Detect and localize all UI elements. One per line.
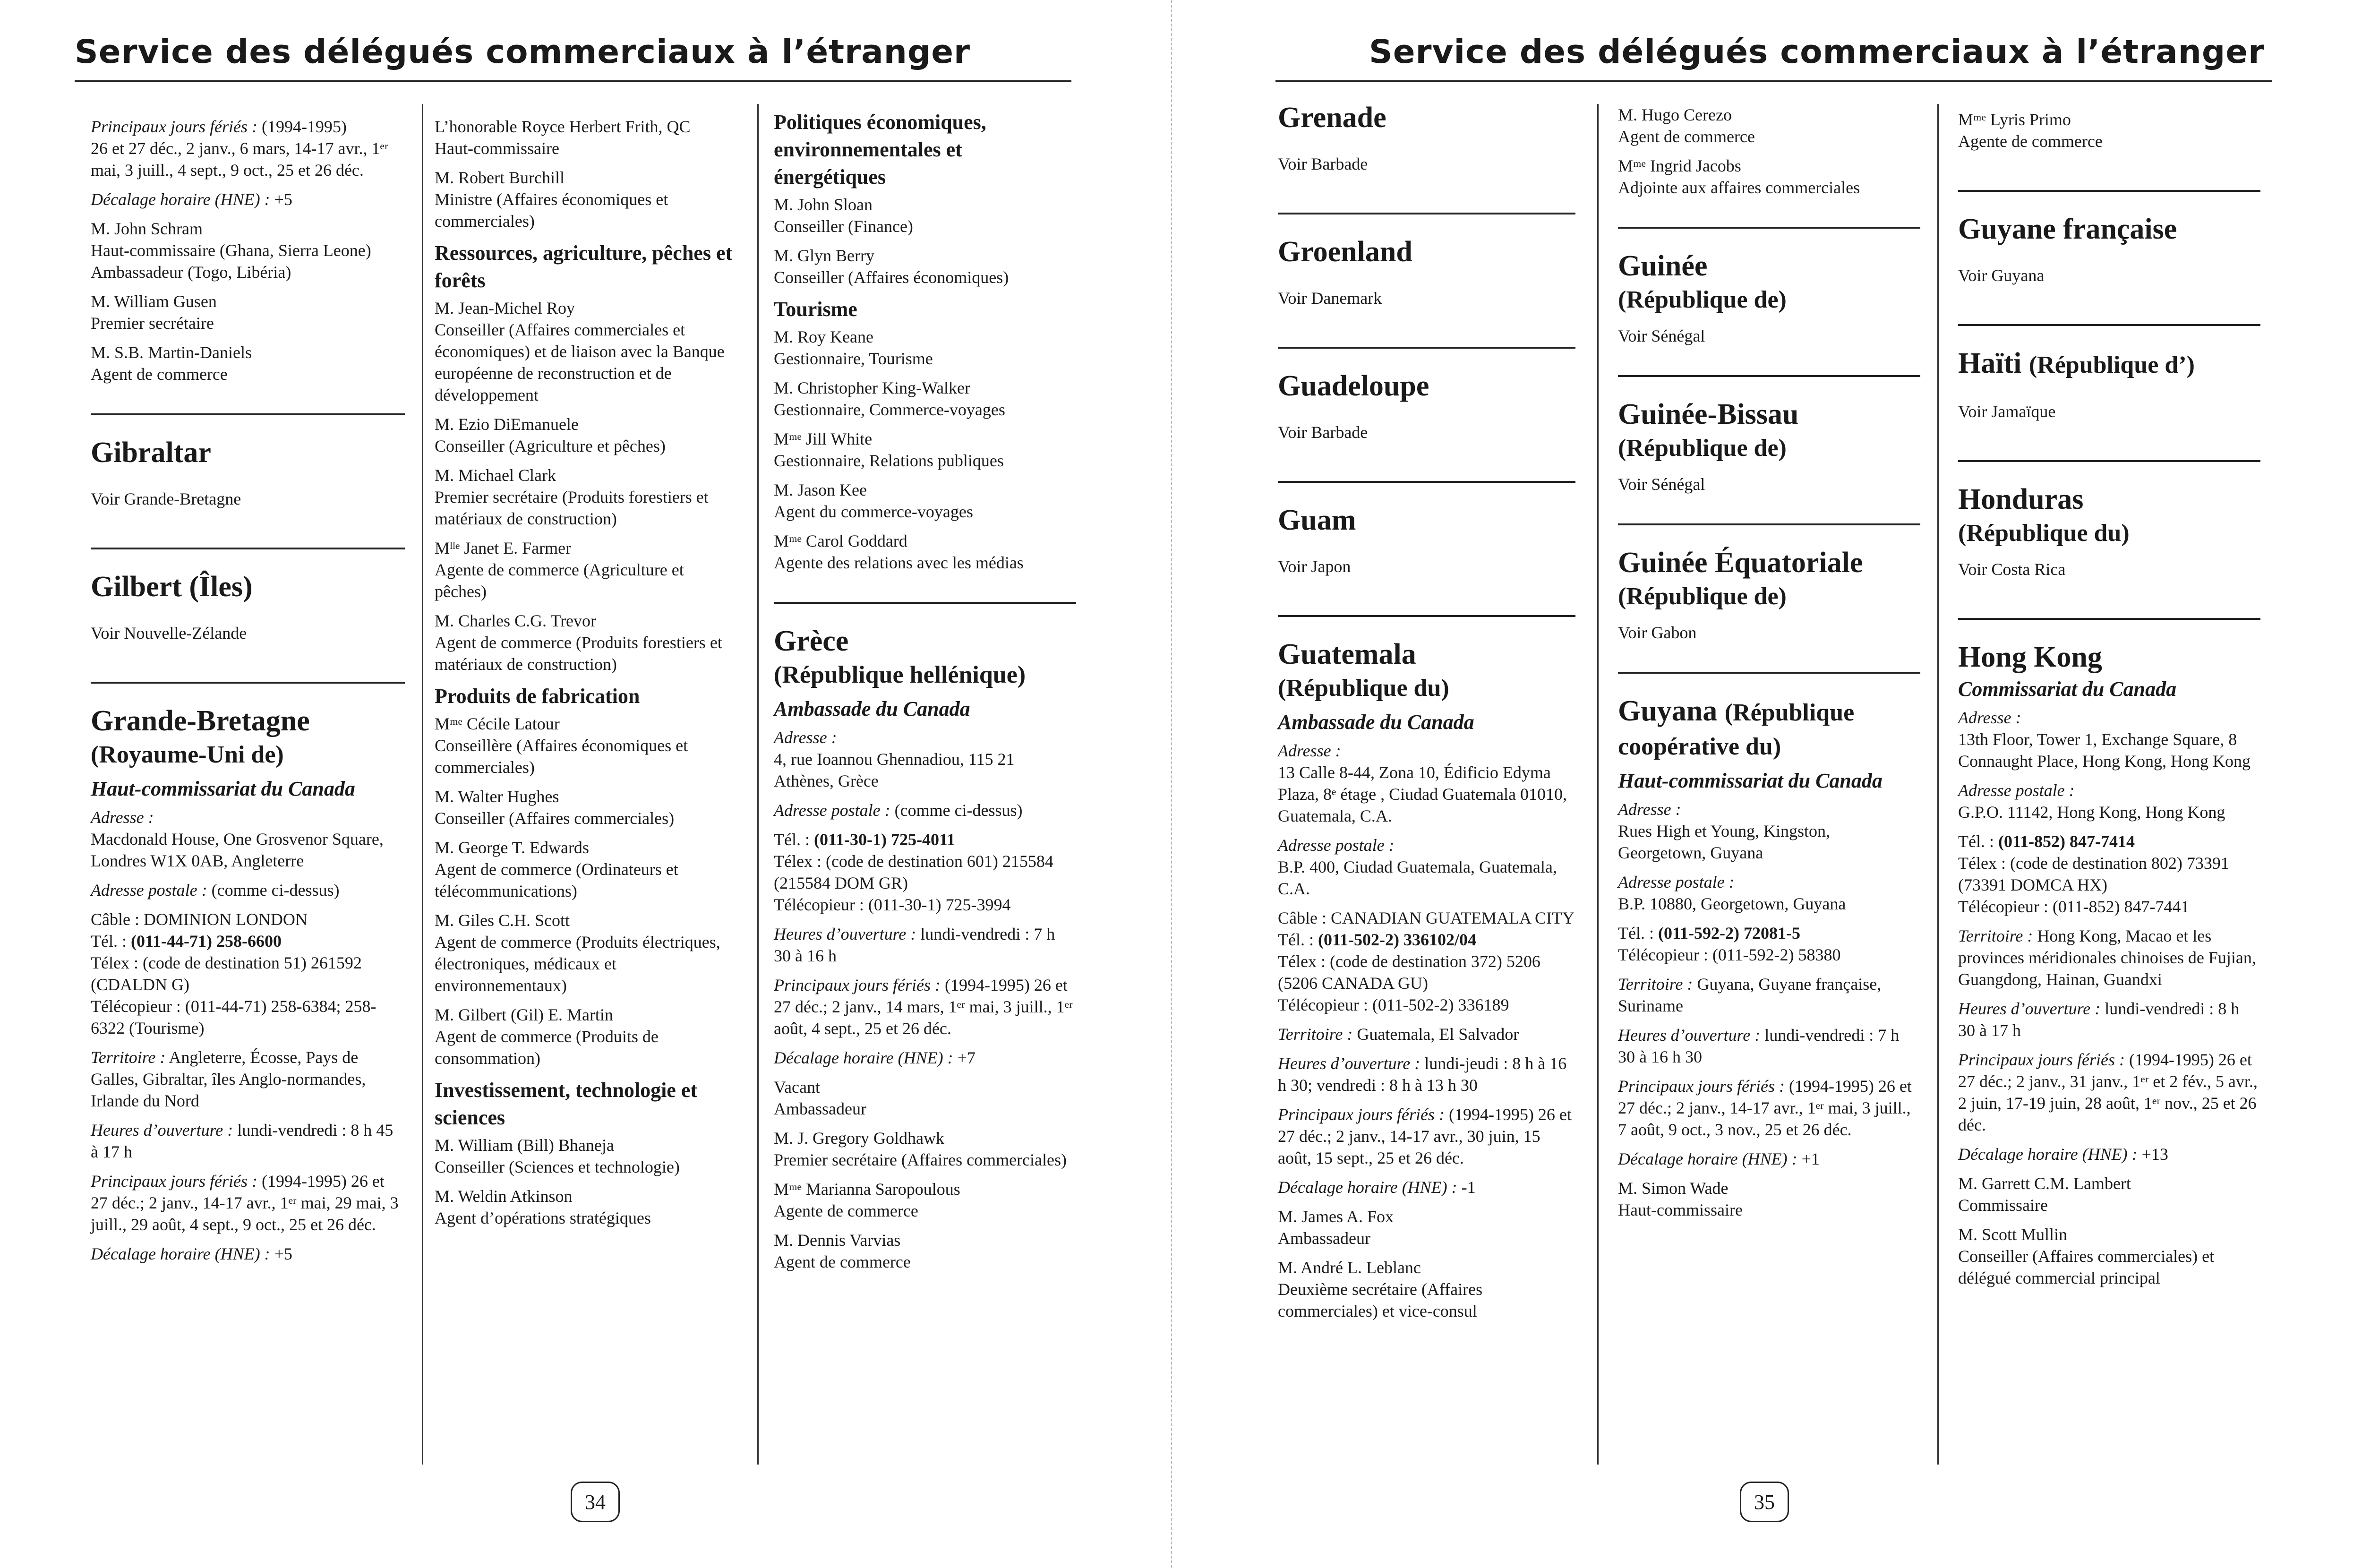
country-heading: Gilbert (Îles) bbox=[91, 571, 253, 603]
country-heading: Guyane française bbox=[1958, 213, 2177, 245]
country-subheading: (Royaume-Uni de) bbox=[91, 741, 284, 768]
right-column-3 bbox=[1958, 109, 2260, 1296]
contact-entry: M. William (Bill) Bhaneja Conseiller (Sciences et technologie) bbox=[435, 1136, 680, 1176]
right-col-rule-2 bbox=[1937, 104, 1939, 1465]
section-divider bbox=[1618, 227, 1920, 229]
timezone-block: Décalage horaire (HNE) : +13 bbox=[1958, 1145, 2168, 1164]
see-reference: Voir Japon bbox=[1278, 557, 1351, 576]
see-reference: Voir Sénégal bbox=[1618, 475, 1705, 494]
contact-entry: M. Simon Wade Haut-commissaire bbox=[1618, 1179, 1743, 1219]
page-fold bbox=[1171, 0, 1172, 1568]
country-heading: Grenade bbox=[1278, 102, 1386, 134]
left-col-rule-1 bbox=[422, 104, 423, 1465]
contact-entry: M. J. Gregory Goldhawk Premier secrétaire (Affaires commerciales) bbox=[774, 1129, 1067, 1169]
country-subheading: (République hellénique) bbox=[774, 661, 1026, 688]
country-heading: Gibraltar bbox=[91, 437, 211, 469]
country-subheading: (République de) bbox=[1618, 583, 1787, 610]
office-heading: Ambassade du Canada bbox=[774, 697, 970, 720]
contact-entry: M. Garrett C.M. Lambert Commissaire bbox=[1958, 1174, 2131, 1215]
country-subheading: (République du) bbox=[1958, 520, 2130, 547]
contact-entry: Mᵐᵉ Carol Goddard Agente des relations avec les médias bbox=[774, 531, 1024, 572]
section-divider bbox=[1958, 190, 2260, 192]
contact-entry: Mˡˡᵉ Janet E. Farmer Agente de commerce (Agriculture et pêches) bbox=[435, 539, 684, 601]
contact-entry: M. Ezio DiEmanuele Conseiller (Agriculture et pêches) bbox=[435, 415, 666, 455]
country-heading: Hong Kong bbox=[1958, 641, 2102, 673]
contact-entry: M. Charles C.G. Trevor Agent de commerce (Produits forestiers et matériaux de construction) bbox=[435, 611, 722, 674]
country-heading: Guinée-Bissau bbox=[1618, 398, 1799, 430]
see-reference: Voir Jamaïque bbox=[1958, 402, 2056, 421]
timezone-block: Décalage horaire (HNE) : +5 bbox=[91, 1244, 292, 1263]
timezone-block: Décalage horaire (HNE) : +7 bbox=[774, 1048, 976, 1067]
section-divider bbox=[1618, 375, 1920, 377]
contact-entry: M. Walter Hughes Conseiller (Affaires commerciales) bbox=[435, 787, 675, 828]
see-reference: Voir Sénégal bbox=[1618, 326, 1705, 345]
section-divider bbox=[91, 413, 405, 415]
contact-entry: M. William Gusen Premier secrétaire bbox=[91, 292, 217, 333]
postal-block: Adresse postale : B.P. 400, Ciudad Guatemala, Guatemala, C.A. bbox=[1278, 836, 1557, 898]
timezone-block: Décalage horaire (HNE) : +1 bbox=[1618, 1149, 1820, 1168]
left-title-rule bbox=[75, 80, 1071, 82]
section-divider bbox=[1958, 460, 2260, 462]
see-reference: Voir Danemark bbox=[1278, 289, 1382, 308]
territory-block: Territoire : Guyana, Guyane française, Suriname bbox=[1618, 975, 1882, 1015]
country-heading: Guinée bbox=[1618, 250, 1708, 282]
contact-info: Câble : DOMINION LONDON Tél. : (011-44-71) 258-6600 Télex : (code de destination 51) 261592 (CDALDN G) Télécopieur : (011-44-71) 258-6384; 258-6322 (Tourisme) bbox=[91, 910, 377, 1037]
holidays-block: Principaux jours fériés : (1994-1995) 26 et 27 déc.; 2 janv., 14 mars, 1ᵉʳ mai, 3 juill., 1ᵉʳ août, 4 sept., 25 et 26 déc. bbox=[774, 976, 1073, 1038]
holidays-block: Principaux jours fériés : (1994-1995) 26 et 27 déc.; 2 janv., 31 janv., 1ᵉʳ et 2 fév., 5 avr., 2 juin, 17-19 juin, 28 août, 1ᵉʳ nov., 25 et 26 déc. bbox=[1958, 1050, 2258, 1134]
country-heading: Grande-Bretagne bbox=[91, 705, 310, 737]
contact-entry: Mᵐᵉ Ingrid Jacobs Adjointe aux affaires commerciales bbox=[1618, 156, 1860, 197]
see-reference: Voir Barbade bbox=[1278, 423, 1368, 442]
contact-entry: M. Dennis Varvias Agent de commerce bbox=[774, 1231, 911, 1271]
left-column-3 bbox=[774, 109, 1076, 1280]
page-number: 34 bbox=[571, 1482, 620, 1522]
section-divider bbox=[91, 548, 405, 549]
country-heading: Grèce bbox=[774, 625, 849, 657]
country-heading: Guinée Équatoriale bbox=[1618, 547, 1863, 579]
contact-entry: M. Weldin Atkinson Agent d’opérations stratégiques bbox=[435, 1187, 651, 1227]
contact-entry: M. Scott Mullin Conseiller (Affaires commerciales) et délégué commercial principal bbox=[1958, 1225, 2215, 1287]
hours-block: Heures d’ouverture : lundi-vendredi : 7 h 30 à 16 h 30 bbox=[1618, 1026, 1900, 1066]
address-block: Adresse : Macdonald House, One Grosvenor Square, Londres W1X 0AB, Angleterre bbox=[91, 808, 384, 870]
ghana-holidays: Principaux jours fériés : (1994-1995) 26 et 27 déc., 2 janv., 6 mars, 14-17 avr., 1ᵉʳ mai, 3 juill., 4 sept., 9 oct., 25 et 26 déc. bbox=[91, 117, 388, 180]
country-subheading: (République de) bbox=[1618, 286, 1787, 313]
contact-entry: M. John Schram Haut-commissaire (Ghana, Sierra Leone) Ambassadeur (Togo, Libéria) bbox=[91, 219, 371, 282]
office-heading: Haut-commissariat du Canada bbox=[91, 777, 355, 800]
right-title-rule bbox=[1275, 80, 2272, 82]
country-subheading: (République du) bbox=[1278, 675, 1449, 702]
holidays-block: Principaux jours fériés : (1994-1995) 26 et 27 déc.; 2 janv., 14-17 avr., 1ᵉʳ mai, 3 juill., 7 août, 9 oct., 3 nov., 25 et 26 déc. bbox=[1618, 1077, 1912, 1139]
see-reference: Voir Costa Rica bbox=[1958, 560, 2066, 579]
see-reference: Voir Nouvelle-Zélande bbox=[91, 624, 247, 643]
holidays-block: Principaux jours fériés : (1994-1995) 26 et 27 déc.; 2 janv., 14-17 avr., 30 juin, 15 août, 15 sept., 25 et 26 déc. bbox=[1278, 1105, 1572, 1167]
postal-block: Adresse postale : B.P. 10880, Georgetown, Guyana bbox=[1618, 873, 1846, 913]
contact-entry: Mᵐᵉ Cécile Latour Conseillère (Affaires économiques et commerciales) bbox=[435, 714, 688, 777]
territory-block: Territoire : Hong Kong, Macao et les provinces méridionales chinoises de Fujian, Guangdong, Hainan, Guandxi bbox=[1958, 926, 2256, 989]
contact-entry: Mᵐᵉ Jill White Gestionnaire, Relations publiques bbox=[774, 429, 1004, 470]
contact-entry: M. Robert Burchill Ministre (Affaires économiques et commerciales) bbox=[435, 168, 668, 231]
country-heading: Guadeloupe bbox=[1278, 370, 1429, 402]
see-reference: Voir Grande-Bretagne bbox=[91, 489, 241, 508]
contact-entry: Mᵐᵉ Marianna Saropoulous Agente de commerce bbox=[774, 1180, 960, 1220]
see-reference: Voir Gabon bbox=[1618, 623, 1697, 642]
contact-entry: M. John Sloan Conseiller (Finance) bbox=[774, 195, 913, 236]
contact-entry: M. James A. Fox Ambassadeur bbox=[1278, 1207, 1394, 1248]
left-page-title: Service des délégués commerciaux à l’étranger bbox=[75, 33, 971, 71]
section-divider bbox=[91, 682, 405, 684]
country-heading: Haïti (République d’) bbox=[1958, 347, 2195, 379]
address-block: Adresse : 13 Calle 8-44, Zona 10, Édificio Edyma Plaza, 8ᵉ étage , Ciudad Guatemala 01010, Guatemala, C.A. bbox=[1278, 741, 1567, 825]
contact-entry: M. Michael Clark Premier secrétaire (Produits forestiers et matériaux de construction) bbox=[435, 466, 709, 528]
section-heading: Investissement, technologie et sciences bbox=[435, 1079, 698, 1129]
hours-block: Heures d’ouverture : lundi-jeudi : 8 h à 16 h 30; vendredi : 8 h à 13 h 30 bbox=[1278, 1054, 1567, 1095]
right-column-1 bbox=[1278, 99, 1575, 1329]
address-block: Adresse : 4, rue Ioannou Ghennadiou, 115 21 Athènes, Grèce bbox=[774, 728, 1015, 790]
postal-block: Adresse postale : (comme ci-dessus) bbox=[774, 801, 1023, 820]
section-divider bbox=[1618, 672, 1920, 674]
section-heading: Ressources, agriculture, pêches et forêts bbox=[435, 241, 733, 292]
ghana-timezone: Décalage horaire (HNE) : +5 bbox=[91, 190, 292, 209]
section-heading: Politiques économiques, environnementales et énergétiques bbox=[774, 111, 986, 189]
section-divider bbox=[1278, 213, 1575, 214]
country-subheading: (République de) bbox=[1618, 435, 1787, 462]
section-divider bbox=[1618, 523, 1920, 525]
contact-entry: L’honorable Royce Herbert Frith, QC Haut-commissaire bbox=[435, 117, 691, 158]
contact-entry: M. Jason Kee Agent du commerce-voyages bbox=[774, 480, 973, 521]
right-column-2 bbox=[1618, 104, 1920, 1228]
territory-block: Territoire : Angleterre, Écosse, Pays de Galles, Gibraltar, îles Anglo-normandes, Irlande du Nord bbox=[91, 1048, 366, 1110]
contact-entry: Mᵐᵉ Lyris Primo Agente de commerce bbox=[1958, 110, 2103, 151]
left-column-2 bbox=[435, 116, 739, 1236]
country-subheading: coopérative du) bbox=[1618, 733, 1781, 760]
right-col-rule-1 bbox=[1597, 104, 1599, 1465]
office-heading: Commissariat du Canada bbox=[1958, 677, 2177, 701]
contact-entry: M. Christopher King-Walker Gestionnaire, Commerce-voyages bbox=[774, 378, 1005, 419]
left-col-rule-2 bbox=[757, 104, 759, 1465]
right-page-title: Service des délégués commerciaux à l’étranger bbox=[1369, 33, 2265, 71]
see-reference: Voir Barbade bbox=[1278, 154, 1368, 173]
hours-block: Heures d’ouverture : lundi-vendredi : 8 h 45 à 17 h bbox=[91, 1121, 394, 1161]
country-heading: Guam bbox=[1278, 504, 1356, 536]
address-block: Adresse : 13th Floor, Tower 1, Exchange Square, 8 Connaught Place, Hong Kong, Hong Kong bbox=[1958, 708, 2251, 771]
territory-block: Territoire : Guatemala, El Salvador bbox=[1278, 1025, 1519, 1044]
contact-entry: M. Jean-Michel Roy Conseiller (Affaires commerciales et économiques) et de liaison avec la Banque européenne de reconstruction et de développement bbox=[435, 299, 725, 404]
hours-block: Heures d’ouverture : lundi-vendredi : 8 h 30 à 17 h bbox=[1958, 999, 2240, 1040]
country-heading: Guyana (République bbox=[1618, 695, 1855, 727]
office-heading: Haut-commissariat du Canada bbox=[1618, 769, 1883, 792]
section-heading: Tourisme bbox=[774, 298, 857, 321]
contact-entry: M. Hugo Cerezo Agent de commerce bbox=[1618, 105, 1755, 146]
timezone-block: Décalage horaire (HNE) : -1 bbox=[1278, 1178, 1476, 1197]
section-divider bbox=[1958, 324, 2260, 326]
contact-entry: M. George T. Edwards Agent de commerce (Ordinateurs et télécommunications) bbox=[435, 838, 678, 900]
postal-block: Adresse postale : G.P.O. 11142, Hong Kong, Hong Kong bbox=[1958, 781, 2225, 822]
contact-info: Tél. : (011-592-2) 72081-5 Télécopieur : (011-592-2) 58380 bbox=[1618, 924, 1841, 964]
contact-entry: M. Glyn Berry Conseiller (Affaires économiques) bbox=[774, 246, 1009, 287]
section-heading: Produits de fabrication bbox=[435, 685, 640, 708]
section-divider bbox=[1278, 481, 1575, 483]
contact-entry: Vacant Ambassadeur bbox=[774, 1078, 866, 1118]
contact-entry: M. André L. Leblanc Deuxième secrétaire (Affaires commerciales) et vice-consul bbox=[1278, 1258, 1483, 1320]
left-column-1 bbox=[91, 116, 405, 1272]
postal-block: Adresse postale : (comme ci-dessus) bbox=[91, 881, 340, 900]
address-block: Adresse : Rues High et Young, Kingston, Georgetown, Guyana bbox=[1618, 800, 1831, 862]
section-divider bbox=[1958, 618, 2260, 620]
contact-entry: M. Giles C.H. Scott Agent de commerce (Produits électriques, électroniques, médicaux et environnementaux) bbox=[435, 911, 720, 995]
contact-entry: M. S.B. Martin-Daniels Agent de commerce bbox=[91, 343, 252, 384]
contact-info: Tél. : (011-30-1) 725-4011 Télex : (code de destination 601) 215584 (215584 DOM GR) Télécopieur : (011-30-1) 725-3994 bbox=[774, 830, 1053, 914]
contact-info: Tél. : (011-852) 847-7414 Télex : (code de destination 802) 73391 (73391 DOMCA HX) Télécopieur : (011-852) 847-7441 bbox=[1958, 832, 2229, 916]
country-heading: Groenland bbox=[1278, 236, 1412, 268]
country-heading: Honduras bbox=[1958, 483, 2084, 515]
country-heading: Guatemala bbox=[1278, 638, 1416, 670]
section-divider bbox=[774, 602, 1076, 604]
office-heading: Ambassade du Canada bbox=[1278, 711, 1474, 734]
holidays-block: Principaux jours fériés : (1994-1995) 26 et 27 déc.; 2 janv., 14-17 avr., 1ᵉʳ mai, 29 mai, 3 juill., 29 août, 4 sept., 9 oct., 25 et 26 déc. bbox=[91, 1172, 399, 1234]
hours-block: Heures d’ouverture : lundi-vendredi : 7 h 30 à 16 h bbox=[774, 925, 1055, 965]
section-divider bbox=[1278, 615, 1575, 617]
section-divider bbox=[1278, 347, 1575, 349]
contact-entry: M. Roy Keane Gestionnaire, Tourisme bbox=[774, 327, 933, 368]
contact-entry: M. Gilbert (Gil) E. Martin Agent de commerce (Produits de consommation) bbox=[435, 1005, 659, 1068]
page-number: 35 bbox=[1740, 1482, 1789, 1522]
see-reference: Voir Guyana bbox=[1958, 266, 2045, 285]
contact-info: Câble : CANADIAN GUATEMALA CITY Tél. : (011-502-2) 336102/04 Télex : (code de destination 372) 5206 (5206 CANADA GU) Télécopieur : (011-502-2) 336189 bbox=[1278, 908, 1575, 1014]
